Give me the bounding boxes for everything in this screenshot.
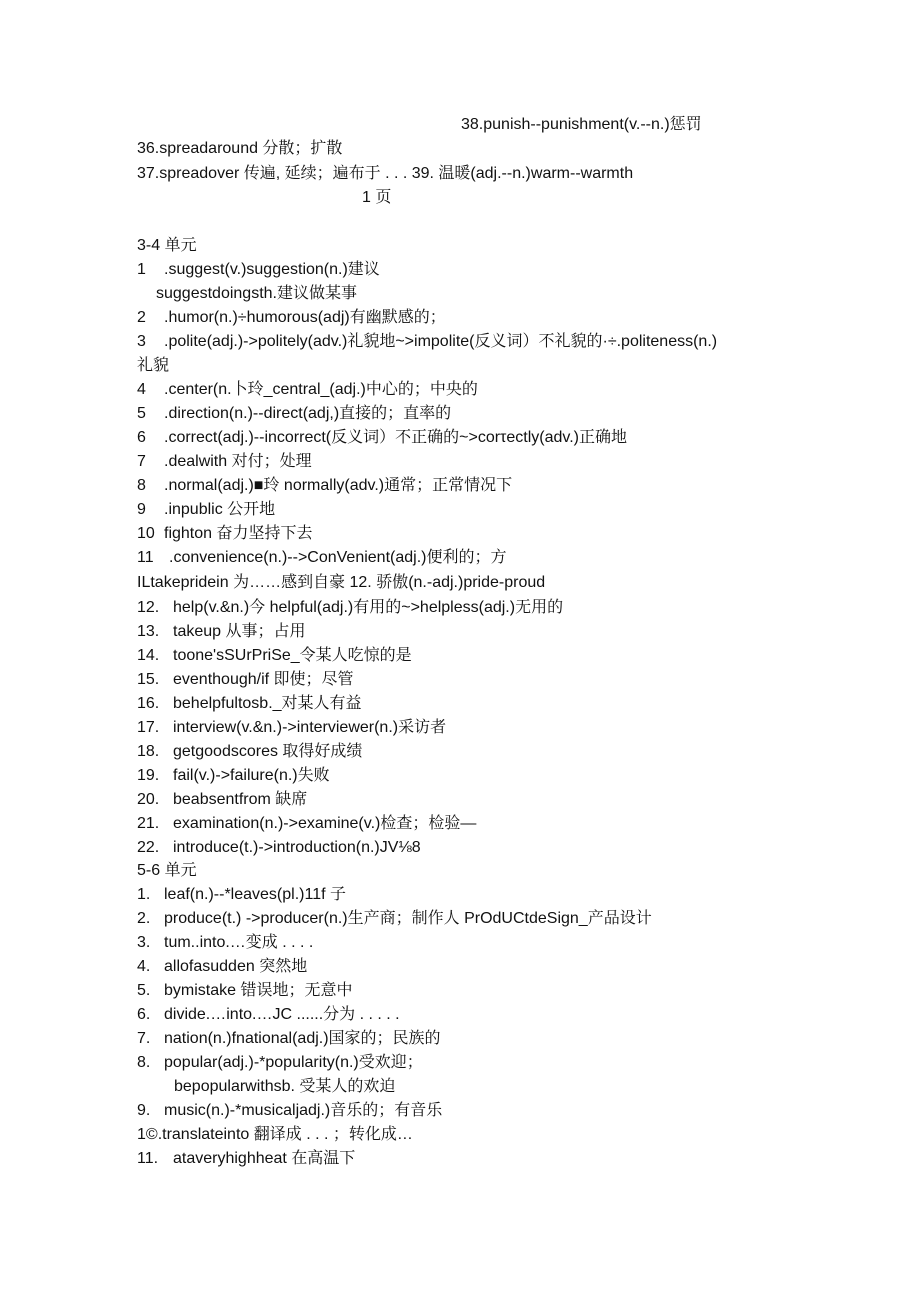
unit-34-title: 3-4 单元 xyxy=(137,237,197,254)
item-number: 8 xyxy=(137,477,146,494)
item-number: 4. xyxy=(137,958,151,975)
list-item: ILtakepridein 为……感到自豪 12. 骄傲(n.-adj.)pride-proud xyxy=(137,574,546,591)
list-item xyxy=(137,908,652,930)
item-text: .convenience(n.)-->ConVenient(adj.)便利的；方 xyxy=(169,549,507,566)
item-number: 2. xyxy=(137,910,151,927)
list-item xyxy=(137,379,478,401)
item-text: fail(v.)->failure(n.)失败 xyxy=(173,767,330,784)
list-item xyxy=(137,765,330,787)
item-text: fighton 奋力坚持下去 xyxy=(164,525,313,542)
item-text: nation(n.)fnational(adj.)国家的；民族的 xyxy=(164,1030,441,1047)
item-number: 11 xyxy=(137,549,154,566)
list-item xyxy=(137,1100,442,1122)
list-item xyxy=(137,717,446,739)
list-item xyxy=(137,597,563,619)
list-item xyxy=(137,307,446,329)
item-text: ataveryhighheat 在高温下 xyxy=(173,1150,356,1167)
item-text: bymistake 错误地；无意中 xyxy=(164,982,353,999)
list-item xyxy=(137,1052,423,1074)
list-item xyxy=(137,669,354,691)
item-number: 1. xyxy=(137,886,151,903)
item-text: .normal(adj.)■玲 normally(adv.)通常；正常情况下 xyxy=(164,477,513,494)
list-item xyxy=(137,499,275,521)
item-text: popular(adj.)-*popularity(n.)受欢迎； xyxy=(164,1054,423,1071)
list-item xyxy=(137,523,313,545)
item-number: 6 xyxy=(137,429,146,446)
list-item xyxy=(137,741,362,763)
list-item xyxy=(137,475,512,497)
list-item xyxy=(137,1148,355,1170)
list-item xyxy=(137,645,412,667)
item-number: 19. xyxy=(137,767,160,784)
item-text: music(n.)-*musicaljadj.)音乐的；有音乐 xyxy=(164,1102,443,1119)
item-text: getgoodscores 取得好成绩 xyxy=(173,743,363,760)
item-number: 11. xyxy=(137,1150,159,1167)
item-number: 21. xyxy=(137,815,160,832)
item-text: takeup 从事；占用 xyxy=(173,623,306,640)
item-number: 10 xyxy=(137,525,155,542)
item-text: .direction(n.)--direct(adj,)直接的；直率的 xyxy=(164,405,452,422)
item-text: .center(n.卜玲_central_(adj.)中心的；中央的 xyxy=(164,381,478,398)
item-text: tum..into.…变成 . . . . xyxy=(164,934,314,951)
item-number: 20. xyxy=(137,791,160,808)
entry-37-39: 37.spreadover 传遍, 延续；遍布于 . . . 39. 温暖(adj.--n.)warm--warmth xyxy=(137,165,634,182)
list-item: 1©.translateinto 翻译成 . . . ；转化成… xyxy=(137,1126,413,1143)
item-number: 1 xyxy=(137,261,146,278)
item-number: 18. xyxy=(137,743,160,760)
item-text: beabsentfrom 缺席 xyxy=(173,791,308,808)
list-item xyxy=(137,837,421,859)
item-number: 3. xyxy=(137,934,151,951)
entry-36: 36.spreadaround 分散；扩散 xyxy=(137,140,343,157)
item-text: toone'sSUrPriSe_令某人吃惊的是 xyxy=(173,647,412,664)
list-item xyxy=(137,884,346,906)
item-text: .polite(adj.)->politely(adv.)礼貌地~>impolite(反义词）不礼貌的·÷.politeness(n.) xyxy=(164,333,718,350)
item-number: 7 xyxy=(137,453,146,470)
item-number: 14. xyxy=(137,647,160,664)
item-number: 6. xyxy=(137,1006,151,1023)
item-text: behelpfultosb._对某人有益 xyxy=(173,695,362,712)
item-number: 22. xyxy=(137,839,160,856)
list-item xyxy=(137,621,306,643)
item-text: interview(v.&n.)->interviewer(n.)采访者 xyxy=(173,719,447,736)
list-item xyxy=(137,956,307,978)
item-text: eventhough/if 即使；尽管 xyxy=(173,671,354,688)
list-item: bepopularwithsb. 受某人的欢迫 xyxy=(174,1078,396,1095)
list-item xyxy=(137,403,451,425)
item-number: 13. xyxy=(137,623,160,640)
list-item xyxy=(137,789,307,811)
item-number: 7. xyxy=(137,1030,151,1047)
item-number: 9 xyxy=(137,501,146,518)
item-text: allofasudden 突然地 xyxy=(164,958,308,975)
item-number: 8. xyxy=(137,1054,151,1071)
item-text: .dealwith 对付；处理 xyxy=(164,453,312,470)
item-text: examination(n.)->examine(v.)检查；检验— xyxy=(173,815,477,832)
item-text: divide.…into.…JC ......分为 . . . . . xyxy=(164,1006,400,1023)
item-text: .correct(adj.)--incorrect(反义词）不正确的~>corτectly(adv.)正确地 xyxy=(164,429,627,446)
list-item xyxy=(137,451,312,473)
list-item xyxy=(137,331,717,353)
item-text: .inpublic 公开地 xyxy=(164,501,276,518)
list-item xyxy=(137,932,313,954)
item-number: 12. xyxy=(137,599,160,616)
item-number: 9. xyxy=(137,1102,151,1119)
item-text: leaf(n.)--*leaves(pl.)11f 子 xyxy=(164,886,346,903)
item-number: 5 xyxy=(137,405,146,422)
list-item xyxy=(137,980,352,1002)
item-number: 4 xyxy=(137,381,146,398)
item-text: introduce(t.)->introduction(n.)JV⅛8 xyxy=(173,839,421,856)
item-number: 3 xyxy=(137,333,146,350)
list-item xyxy=(137,813,476,835)
item-number: 5. xyxy=(137,982,151,999)
item-text: .suggest(v.)suggestion(n.)建议 xyxy=(164,261,380,278)
list-item: suggestdoingsth.建议做某事 xyxy=(156,285,357,302)
unit-56-title: 5-6 单元 xyxy=(137,862,197,879)
item-text: .humor(n.)÷humorous(adj)有幽默感的； xyxy=(164,309,446,326)
list-item xyxy=(137,547,506,569)
item-text: produce(t.) ->producer(n.)生产商；制作人 PrOdUCtdeSign_产品设计 xyxy=(164,910,652,927)
item-text: help(v.&n.)今 helpful(adj.)有用的~>helpless(adj.)无用的 xyxy=(173,599,564,616)
item-number: 16. xyxy=(137,695,160,712)
item-number: 17. xyxy=(137,719,160,736)
list-item xyxy=(137,1028,441,1050)
item-number: 15. xyxy=(137,671,160,688)
list-item xyxy=(137,1004,400,1026)
page-number: 1 页 xyxy=(362,189,392,206)
list-item xyxy=(137,427,627,449)
list-item xyxy=(137,259,380,281)
list-item-continuation: 礼貌 xyxy=(137,357,170,374)
entry-38: 38.punish--punishment(v.--n.)惩罚 xyxy=(461,116,702,133)
item-number: 2 xyxy=(137,309,146,326)
list-item xyxy=(137,693,362,715)
